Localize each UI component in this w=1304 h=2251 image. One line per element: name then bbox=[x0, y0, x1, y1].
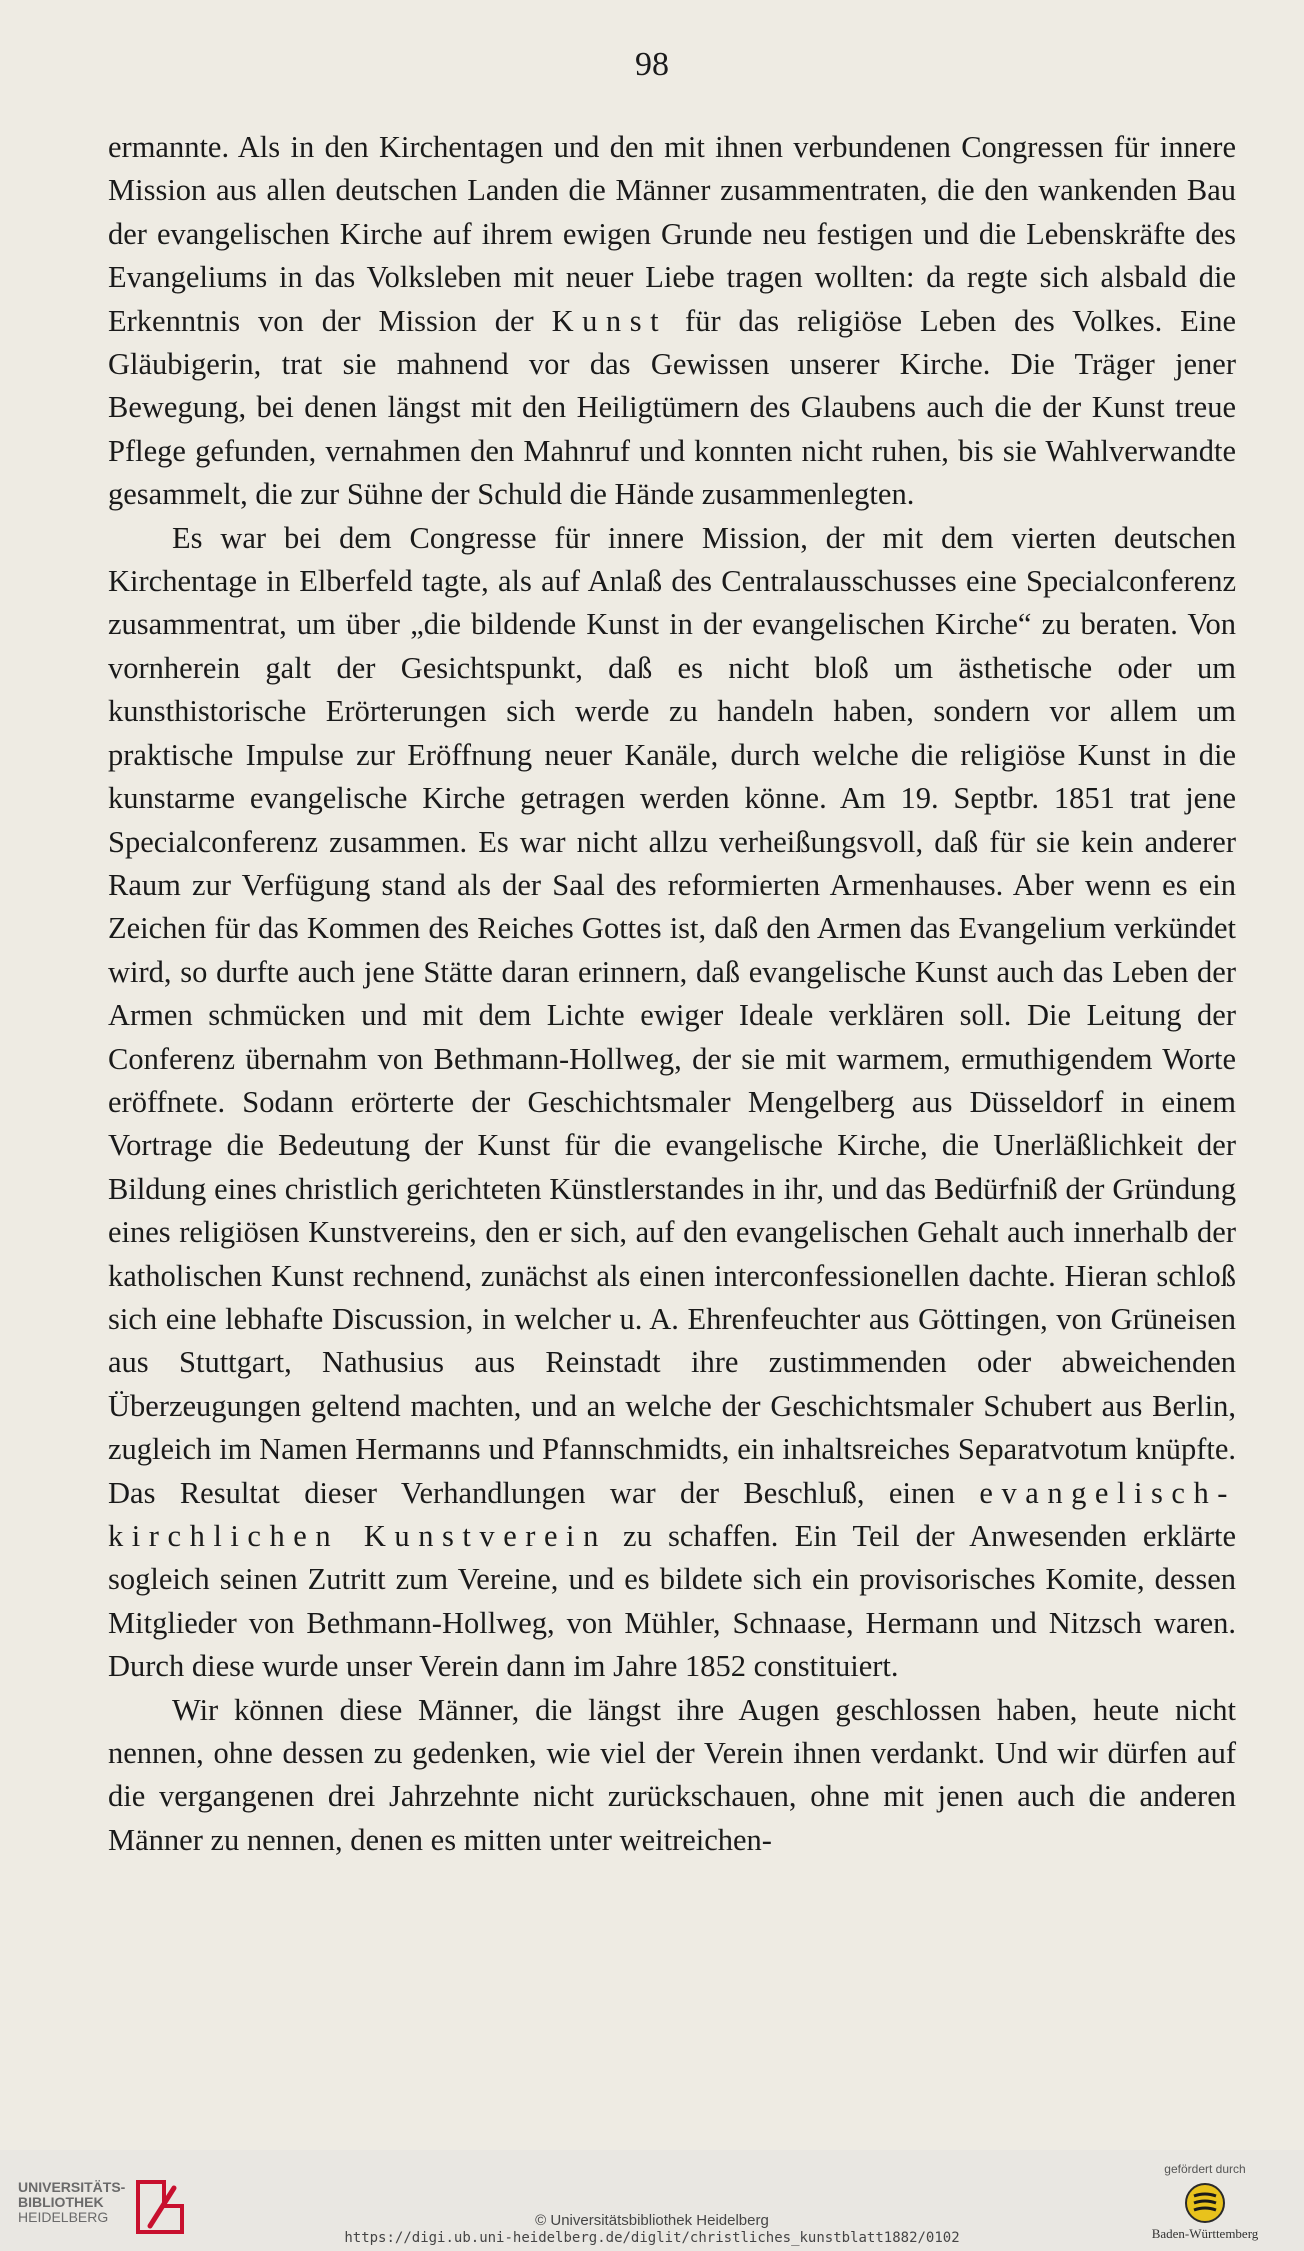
coat-of-arms-icon bbox=[1184, 2182, 1226, 2224]
permalink-url[interactable]: https://digi.ub.uni-heidelberg.de/diglit/christliches_kunstblatt1882/0102 bbox=[344, 2230, 960, 2246]
paragraph-3: Wir können diese Männer, die längst ihre Augen geschlossen haben, heute nicht nennen, ohne dessen zu gedenken, wie viel der Verein ihnen verdankt. Und wir dürfen auf die vergangenen drei Jahrzehnte nicht zurückschauen, ohne mit jenen auch die anderen Männer zu nennen, denen es mitten unter weitreichen- bbox=[108, 1692, 1236, 1857]
emphasis-kunstverein: evangelisch-kirchlichen Kunstverein bbox=[108, 1475, 1236, 1553]
emphasis-kunst: Kunst bbox=[551, 303, 668, 338]
page-number: 98 bbox=[635, 46, 669, 83]
paragraph-1: ermannte. Als in den Kirchentagen und den mit ihnen verbundenen Congressen für innere Mission aus allen deutschen Landen die Männer zusammentraten, die den wankenden Bau der evangelischen Kirche auf ihrem ewigen Grunde neu festigen und die Lebenskräfte des Evangeliums in das Volksleben mit neuer Liebe tragen wollten: da regte sich alsbald die Erkenntnis von der Mission der Kunst für das religiöse Leben des Volkes. Eine Gläubigerin, trat sie mahnend vor das Gewissen unserer Kirche. Die Träger jener Bewegung, bei denen längst mit den Heiligtümern des Glaubens auch die der Kunst treue Pflege gefunden, vernahmen den Mahnruf und konnten nicht ruhen, bis sie Wahlverwandte gesammelt, die zur Sühne der Schuld die Hände zusammenlegten. bbox=[108, 130, 1236, 512]
funder-block bbox=[1140, 2162, 1270, 2242]
library-name: UNIVERSITÄTS- BIBLIOTHEK HEIDELBERG bbox=[18, 2179, 126, 2225]
funded-by-label: gefördert durch bbox=[1164, 2162, 1246, 2176]
paragraph-2: Es war bei dem Congresse für innere Mission, der mit dem vierten deutschen Kirchentage in Elberfeld tagte, als auf Anlaß des Centralausschusses eine Specialconferenz zusammentrat, um über „die bildende Kunst in der evangelischen Kirche“ zu beraten. Von vornherein galt der Gesichtspunkt, daß es nicht bloß um ästhetische oder um kunsthistorische Erörterungen sich werde zu handeln haben, sondern vor allem um praktische Impulse zur Eröffnung neuer Kanäle, durch welche die religiöse Kunst in die kunstarme evangelische Kirche getragen werden könne. Am 19. Septbr. 1851 trat jene Specialconferenz zusammen. Es war nicht allzu verheißungsvoll, daß für sie kein anderer Raum zur Verfügung stand als der Saal des reformierten Armenhauses. Aber wenn es ein Zeichen für das Kommen des Reiches Gottes ist, daß den Armen das Evangelium verkündet wird, so durfte auch jene Stätte daran erinnern, daß evangelische Kunst auch das Leben der Armen schmücken und mit dem Lichte ewiger Ideale verklären soll. Die Leitung der Conferenz übernahm von Bethmann-Hollweg, der sie mit warmem, ermuthigendem Worte eröffnete. Sodann erörterte der Geschichtsmaler Mengelberg aus Düsseldorf in einem Vortrage die Bedeutung der Kunst für die evangelische Kirche, die Unerläßlichkeit der Bildung eines christlich gerichteten Künstlerstandes in ihr, und das Bedürfniß der Gründung eines religiösen Kunstvereins, den er sich, auf den evangelischen Gehalt auch innerhalb der katholischen Kunst rechnend, zunächst als einen interconfessionellen dachte. Hieran schloß sich eine lebhafte Discussion, in welcher u. A. Ehrenfeuchter aus Göttingen, von Grüneisen aus Stuttgart, Nathusius aus Reinstadt ihre zustimmenden oder abweichenden Überzeugungen geltend machten, und an welche der Geschichtsmaler Schubert aus Berlin, zugleich im Namen Hermanns und Pfannschmidts, ein inhaltsreiches Separatvotum knüpfte. Das Resultat dieser Verhandlungen war der Beschluß, einen evangelisch-kirchlichen Kunstverein zu schaffen. Ein Teil der Anwesenden erklärte sogleich seinen Zutritt zum Vereine, und es bildete sich ein provisorisches Komite, dessen Mitglieder von Bethmann-Hollweg, von Mühler, Schnaase, Hermann und Nitzsch waren. Durch diese wurde unser Verein dann im Jahre 1852 constituiert. bbox=[108, 520, 1236, 1684]
funder-name: Baden-Württemberg bbox=[1151, 2226, 1259, 2241]
body-text bbox=[108, 126, 1236, 1862]
copyright-notice: © Universitätsbibliothek Heidelberg bbox=[535, 2212, 769, 2229]
